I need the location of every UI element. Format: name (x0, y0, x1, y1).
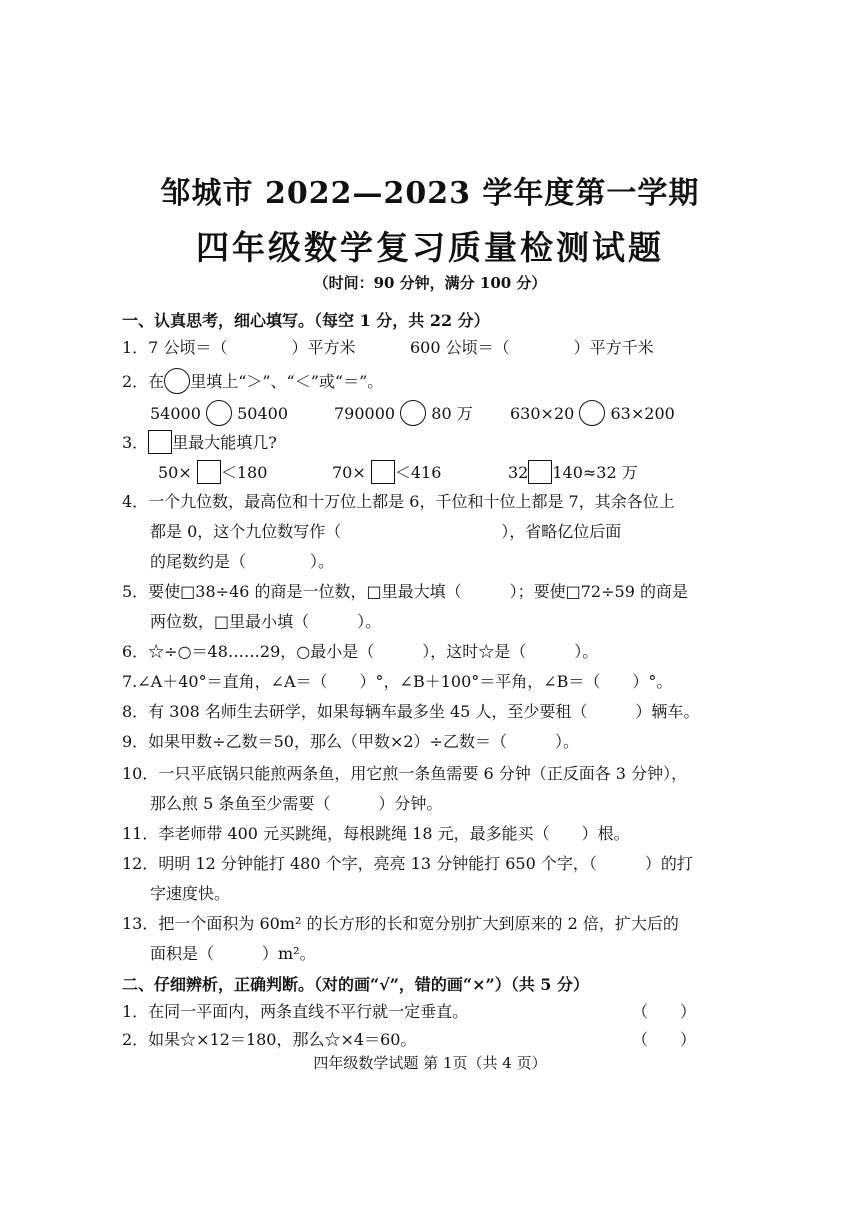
question-10-line-2: 那么煎 5 条鱼至少需要（ ）分钟。 (150, 794, 443, 813)
compare-right: 80 万 (431, 404, 473, 423)
compare-left: 54000 (150, 404, 201, 423)
circle-blank-icon (164, 368, 190, 394)
inequality-right: ＜416 (394, 463, 442, 482)
question-4-line-1: 4．一个九位数，最高位和十万位上都是 6，千位和十位上都是 7，其余各位上 (122, 492, 675, 511)
question-2-instruction: 里填上“＞”、“＜”或“＝”。 (190, 372, 384, 391)
square-blank[interactable] (197, 460, 221, 484)
question-1 (122, 338, 355, 358)
question-7: 7.∠A＋40°＝直角，∠A＝（ ）°，∠B＋100°＝平角，∠B＝（ ）°。 (122, 672, 673, 691)
square-blank[interactable] (371, 460, 395, 484)
question-13-line-2: 面积是（ ）m²。 (150, 944, 316, 963)
compare-right: 50400 (237, 404, 288, 423)
inequality-left: 32 (508, 463, 529, 482)
section-heading-1: 一、认真思考，细心填写。（每空 1 分，共 22 分） (122, 311, 490, 330)
question-3-instruction: 里最大能填几? (172, 433, 277, 452)
question-3-item-3 (508, 460, 638, 484)
question-12-line-2: 字速度快。 (150, 884, 231, 903)
question-11: 11．李老师带 400 元买跳绳，每根跳绳 18 元，最多能买（ ）根。 (122, 824, 630, 843)
question-1-part-a: 1．7 公顷＝（ ）平方米 (122, 338, 356, 357)
question-2-item-2 (334, 400, 473, 426)
question-2-item-1 (150, 400, 288, 426)
question-3 (122, 430, 277, 454)
question-2-item-3 (510, 400, 675, 426)
square-blank[interactable] (528, 460, 552, 484)
judge-question-2: 2．如果☆×12＝180，那么☆×4＝60。 (122, 1030, 417, 1049)
compare-circle-blank[interactable] (206, 400, 232, 426)
page-footer: 四年级数学试题 第 1页（共 4 页） (313, 1054, 547, 1072)
question-3-intro: 3． (122, 433, 149, 452)
compare-right: 63×200 (610, 404, 675, 423)
question-5-line-2: 两位数，□里最小填（ ）。 (150, 612, 382, 631)
question-9: 9．如果甲数÷乙数＝50，那么（甲数×2）÷乙数＝（ ）。 (122, 732, 579, 751)
judge-answer-blank-1[interactable]: （ ） (632, 1002, 697, 1021)
question-6: 6．☆÷○＝48……29，○最小是（ ），这时☆是（ ）。 (122, 642, 599, 661)
question-2 (122, 368, 383, 394)
question-13-line-1: 13．把一个面积为 60m² 的长方形的长和宽分别扩大到原来的 2 倍，扩大后的 (122, 914, 679, 933)
judge-question-1: 1．在同一平面内，两条直线不平行就一定垂直。 (122, 1002, 469, 1021)
exam-title-line2: 四年级数学复习质量检测试题 (196, 228, 664, 267)
question-3-item-2 (332, 460, 441, 484)
inequality-right: ＜180 (220, 463, 268, 482)
compare-circle-blank[interactable] (400, 400, 426, 426)
inequality-left: 50× (158, 463, 192, 482)
judge-answer-blank-2[interactable]: （ ） (632, 1030, 697, 1049)
compare-left: 790000 (334, 404, 396, 423)
compare-left: 630×20 (510, 404, 575, 423)
inequality-right: 140≈32 万 (552, 463, 638, 482)
question-5-line-1: 5．要使□38÷46 的商是一位数，□里最大填（ ）；要使□72÷59 的商是 (122, 582, 688, 601)
inequality-left: 70× (332, 463, 366, 482)
question-8: 8．有 308 名师生去研学，如果每辆车最多坐 45 人，至少要租（ ）辆车。 (122, 702, 700, 721)
compare-circle-blank[interactable] (579, 400, 605, 426)
question-4-line-3: 的尾数约是（ ）。 (150, 552, 335, 571)
question-12-line-1: 12．明明 12 分钟能打 480 个字，亮亮 13 分钟能打 650 个字，（ ）的打 (122, 854, 693, 873)
question-10-line-1: 10．一只平底锅只能煎两条鱼，用它煎一条鱼需要 6 分钟（正反面各 3 分钟）， (122, 764, 688, 783)
exam-subtitle: （时间：90 分钟，满分 100 分） (313, 274, 547, 292)
question-2-intro: 2．在 (122, 372, 165, 391)
question-3-item-1 (158, 460, 267, 484)
question-4-line-2: 都是 0，这个九位数写作（ ），省略亿位后面 (150, 522, 622, 541)
question-1-b (410, 338, 654, 358)
square-blank-icon (148, 430, 172, 454)
section-heading-2: 二、仔细辨析，正确判断。（对的画“√”，错的画“×”）（共 5 分） (122, 975, 590, 994)
exam-title-line1: 邹城市 2022—2023 学年度第一学期 (160, 176, 700, 211)
question-1-part-b: 600 公顷＝（ ）平方千米 (410, 338, 654, 357)
